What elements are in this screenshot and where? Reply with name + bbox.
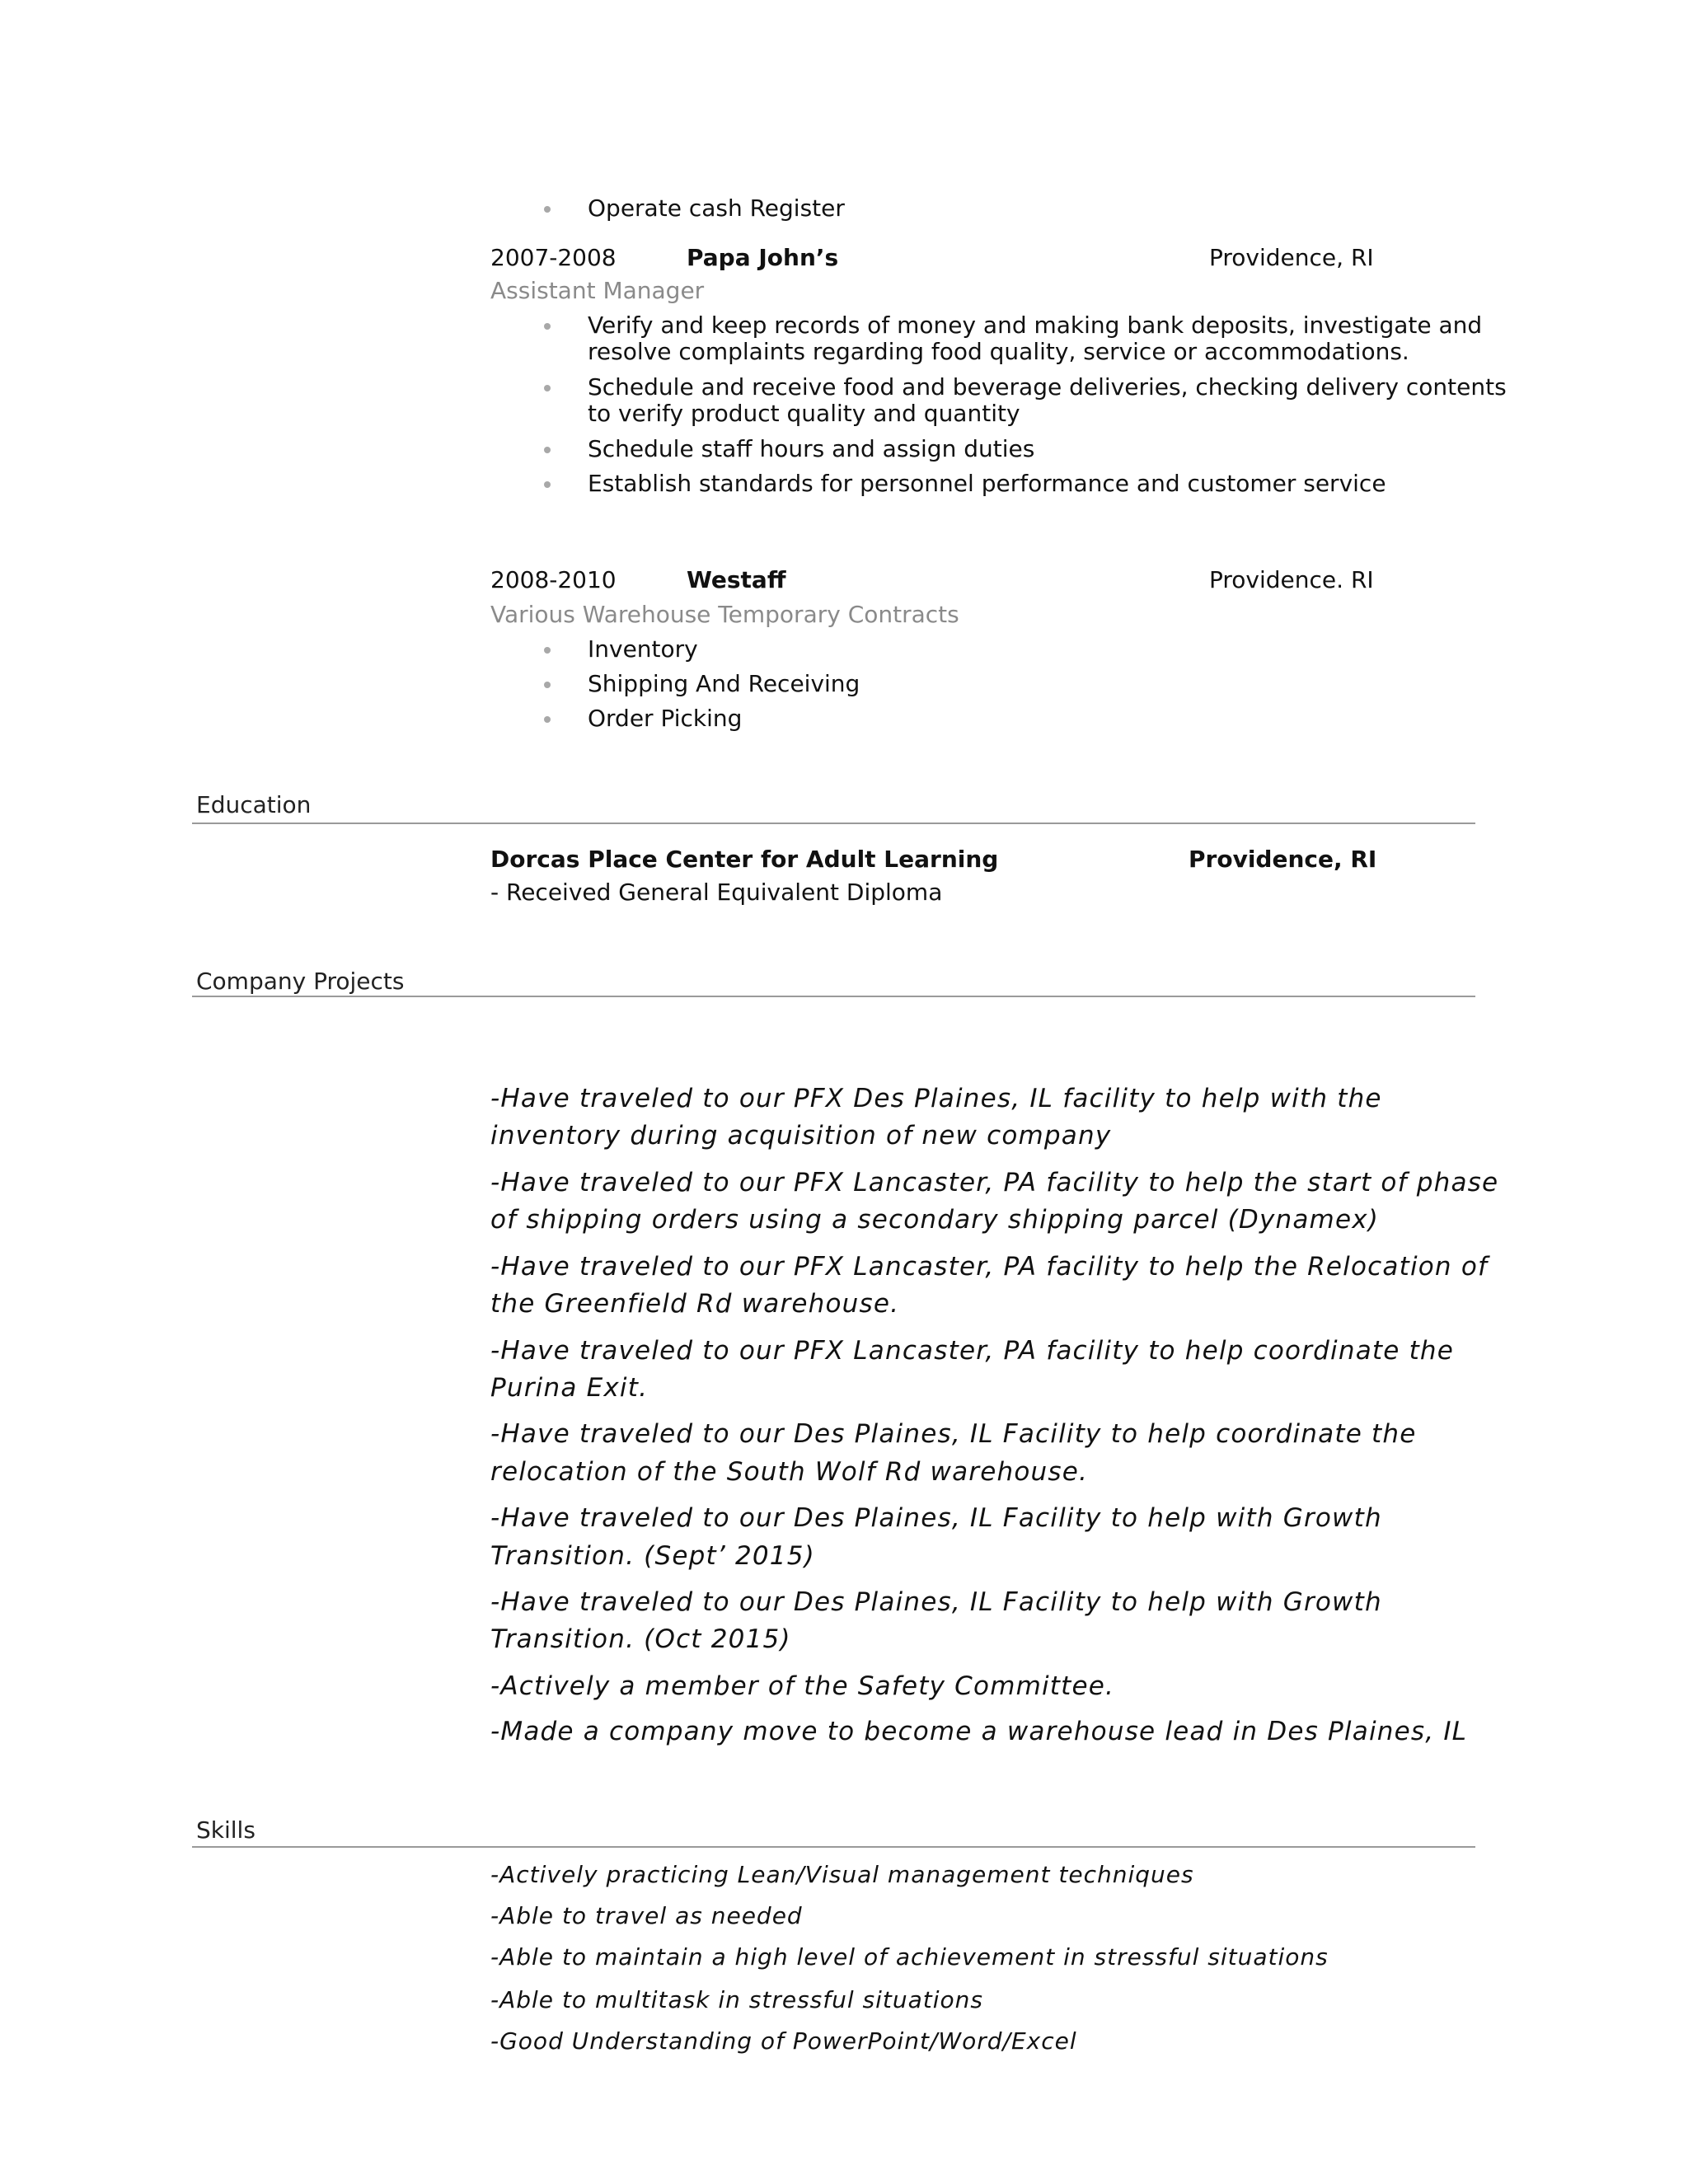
section-heading-skills: Skills	[196, 1816, 256, 1844]
project-line: relocation of the South Wolf Rd warehouse.	[490, 1457, 1089, 1487]
project-line: inventory during acquisition of new company	[490, 1121, 1112, 1151]
project-line: -Have traveled to our Des Plaines, IL Facility to help coordinate the	[490, 1419, 1417, 1449]
project-line: -Actively a member of the Safety Committee.	[490, 1671, 1115, 1701]
job-company: Papa John’s	[687, 244, 839, 271]
bullet-dot	[544, 447, 551, 453]
list-item: Order Picking	[588, 705, 743, 732]
education-detail: - Received General Equivalent Diploma	[490, 879, 943, 906]
job-title: Assistant Manager	[490, 277, 705, 304]
education-location: Providence, RI	[1189, 846, 1377, 873]
project-line: Purina Exit.	[490, 1373, 649, 1403]
skill-line: -Able to travel as needed	[490, 1902, 803, 1929]
section-divider	[192, 996, 1475, 997]
bullet-dot	[544, 682, 551, 688]
section-heading-education: Education	[196, 791, 312, 818]
bullet-dot	[544, 323, 551, 330]
skill-line: -Able to maintain a high level of achievement in stressful situations	[490, 1943, 1329, 1971]
section-divider	[192, 823, 1475, 824]
job-company: Westaff	[687, 566, 786, 593]
section-heading-projects: Company Projects	[196, 968, 405, 995]
list-item: Operate cash Register	[588, 194, 845, 222]
list-item: Establish standards for personnel performance and customer service	[588, 470, 1386, 497]
project-line: -Have traveled to our Des Plaines, IL Facility to help with Growth	[490, 1503, 1382, 1533]
bullet-dot	[544, 206, 551, 213]
job-years: 2007-2008	[490, 244, 617, 271]
job-years: 2008-2010	[490, 566, 617, 593]
list-item-continued: resolve complaints regarding food quality, service or accommodations.	[588, 338, 1409, 365]
project-line: Transition. (Sept’ 2015)	[490, 1541, 815, 1571]
skill-line: -Able to multitask in stressful situations	[490, 1986, 984, 2013]
job-location: Providence. RI	[1209, 566, 1374, 593]
project-line: -Made a company move to become a warehouse lead in Des Plaines, IL	[490, 1717, 1468, 1746]
list-item-continued: to verify product quality and quantity	[588, 400, 1020, 427]
list-item: Schedule staff hours and assign duties	[588, 435, 1035, 462]
job-title: Various Warehouse Temporary Contracts	[490, 601, 959, 628]
bullet-dot	[544, 481, 551, 488]
section-divider	[192, 1846, 1475, 1848]
project-line: of shipping orders using a secondary shipping parcel (Dynamex)	[490, 1205, 1380, 1235]
bullet-dot	[544, 647, 551, 654]
project-line: Transition. (Oct 2015)	[490, 1624, 791, 1654]
project-line: -Have traveled to our Des Plaines, IL Facility to help with Growth	[490, 1587, 1382, 1617]
project-line: -Have traveled to our PFX Des Plaines, IL facility to help with the	[490, 1084, 1382, 1113]
bullet-dot	[544, 716, 551, 723]
project-line: -Have traveled to our PFX Lancaster, PA facility to help the Relocation of	[490, 1252, 1489, 1282]
project-line: the Greenfield Rd warehouse.	[490, 1289, 900, 1319]
list-item: Inventory	[588, 635, 698, 663]
list-item: Verify and keep records of money and making bank deposits, investigate and	[588, 312, 1483, 339]
skill-line: -Good Understanding of PowerPoint/Word/Excel	[490, 2027, 1077, 2055]
education-school: Dorcas Place Center for Adult Learning	[490, 846, 999, 873]
list-item: Shipping And Receiving	[588, 670, 860, 697]
job-location: Providence, RI	[1209, 244, 1374, 271]
list-item: Schedule and receive food and beverage deliveries, checking delivery contents	[588, 373, 1507, 401]
skill-line: -Actively practicing Lean/Visual management techniques	[490, 1861, 1194, 1888]
bullet-dot	[544, 385, 551, 391]
project-line: -Have traveled to our PFX Lancaster, PA facility to help coordinate the	[490, 1336, 1455, 1366]
project-line: -Have traveled to our PFX Lancaster, PA facility to help the start of phase	[490, 1168, 1499, 1197]
